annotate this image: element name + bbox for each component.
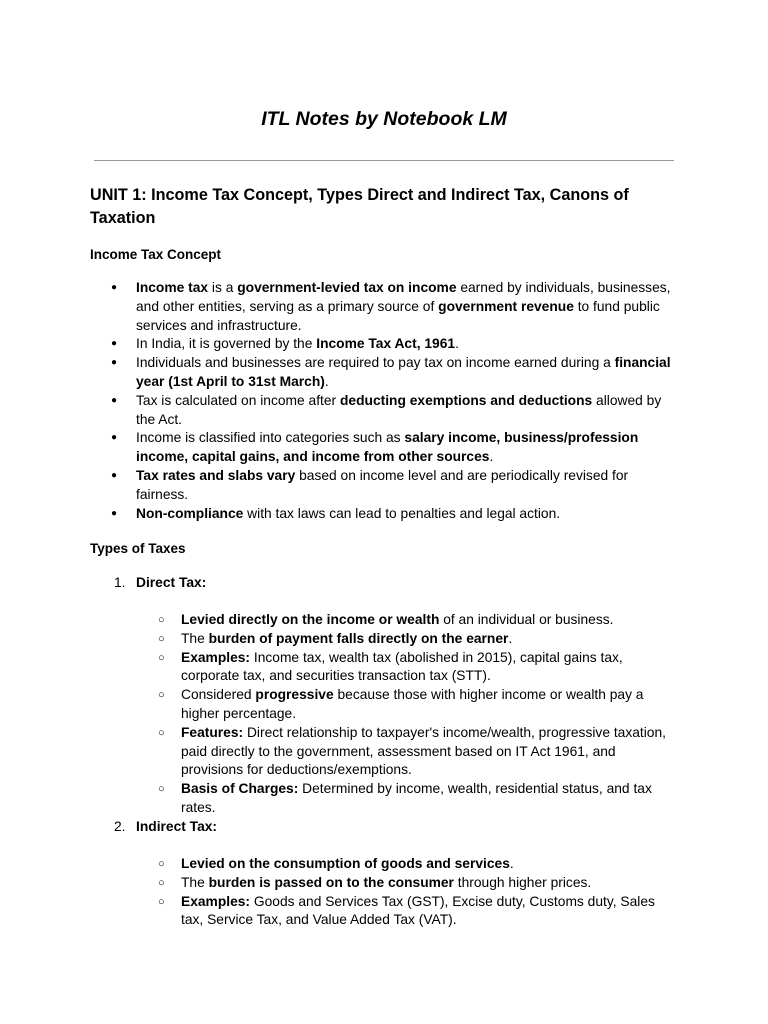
section-heading-income-tax-concept: Income Tax Concept [90,247,222,262]
bold-text: Tax rates and slabs vary [136,467,296,483]
direct-tax-points [0,611,671,818]
document-title: ITL Notes by Notebook LM [261,108,507,130]
bold-text: deducting exemptions and deductions [340,392,593,408]
bold-text: Levied directly on the income or wealth [181,612,440,627]
bullet-item: ● Tax is calculated on income after deducting exemptions and deductions allowed by the Act. [0,392,676,430]
bold-text: progressive [255,687,334,703]
sub-bullet-item: ○ Features: Direct relationship to taxpayer's income/wealth, progressive taxation, paid directly to the government, assessment based on IT Act 1961, and provisions for deductions/exemptions. [0,724,671,780]
sub-bullet-item: ○ Levied on the consumption of goods and services. [0,855,671,874]
sub-bullet-item: ○ Levied directly on the income or wealth of an individual or business. [0,611,671,630]
sub-bullet-item: ○ The burden of payment falls directly on the earner. [0,630,671,649]
bullet-item: ● Individuals and businesses are required to pay tax on income earned during a financial year (1st April to 31st March). [0,354,676,392]
bold-text: government revenue [438,298,574,314]
list-number: 2. [114,819,126,834]
bold-text: burden is passed on to the consumer [208,874,454,890]
list-item-title: Indirect Tax: [136,819,218,834]
bold-text: Examples: [181,649,251,665]
list-number: 1. [114,575,126,590]
bullet-item: ● Tax rates and slabs vary based on income level and are periodically revised for fairness. [0,467,676,505]
bullet-item: ● In India, it is governed by the Income Tax Act, 1961. [0,335,676,354]
sub-bullet-item: ○ Considered progressive because those with higher income or wealth pay a higher percentage. [0,686,671,724]
bullet-item: ● Non-compliance with tax laws can lead to penalties and legal action. [0,505,676,524]
sub-bullet-item: ○ Basis of Charges: Determined by income, wealth, residential status, and tax rates. [0,780,671,818]
income-tax-concept-list [0,279,676,523]
sub-bullet-item: ○ Examples: Income tax, wealth tax (abolished in 2015), capital gains tax, corporate tax, and securities transaction tax (STT). [0,649,671,687]
bullet-item: ● Income tax is a government-levied tax on income earned by individuals, businesses, and other entities, serving as a primary source of government revenue to fund public services and infrastructure. [0,279,676,335]
list-item-title: Direct Tax: [136,575,207,590]
bold-text: burden of payment falls directly on the earner [208,630,509,646]
indirect-tax-points [0,855,671,930]
bold-text: Income Tax Act, 1961 [316,336,456,352]
bold-text: Non-compliance [136,505,244,521]
bold-text: Examples: [181,893,251,909]
bold-text: Basis of Charges: [181,781,299,797]
bullet-item: ● Income is classified into categories such as salary income, business/profession income, capital gains, and income from other sources. [0,429,676,467]
bold-text: Features: [181,724,244,740]
section-heading-types-of-taxes: Types of Taxes [90,541,186,556]
bold-text: financial year (1st April to 31st March) [136,355,671,389]
horizontal-divider [94,160,674,161]
sub-bullet-item: ○ Examples: Goods and Services Tax (GST), Excise duty, Customs duty, Sales tax, Service Tax, and Value Added Tax (VAT). [0,893,671,931]
bold-text: salary income, business/profession income, capital gains, and income from other sources [136,430,639,465]
sub-bullet-item: ○ The burden is passed on to the consumer through higher prices. [0,874,671,893]
bold-text: Income tax [136,280,209,295]
unit-heading: UNIT 1: Income Tax Concept, Types Direct and Indirect Tax, Canons of Taxation [90,186,629,227]
bold-text: government-levied tax on income [237,280,457,295]
bold-text: Levied on the consumption of goods and services [181,856,510,871]
